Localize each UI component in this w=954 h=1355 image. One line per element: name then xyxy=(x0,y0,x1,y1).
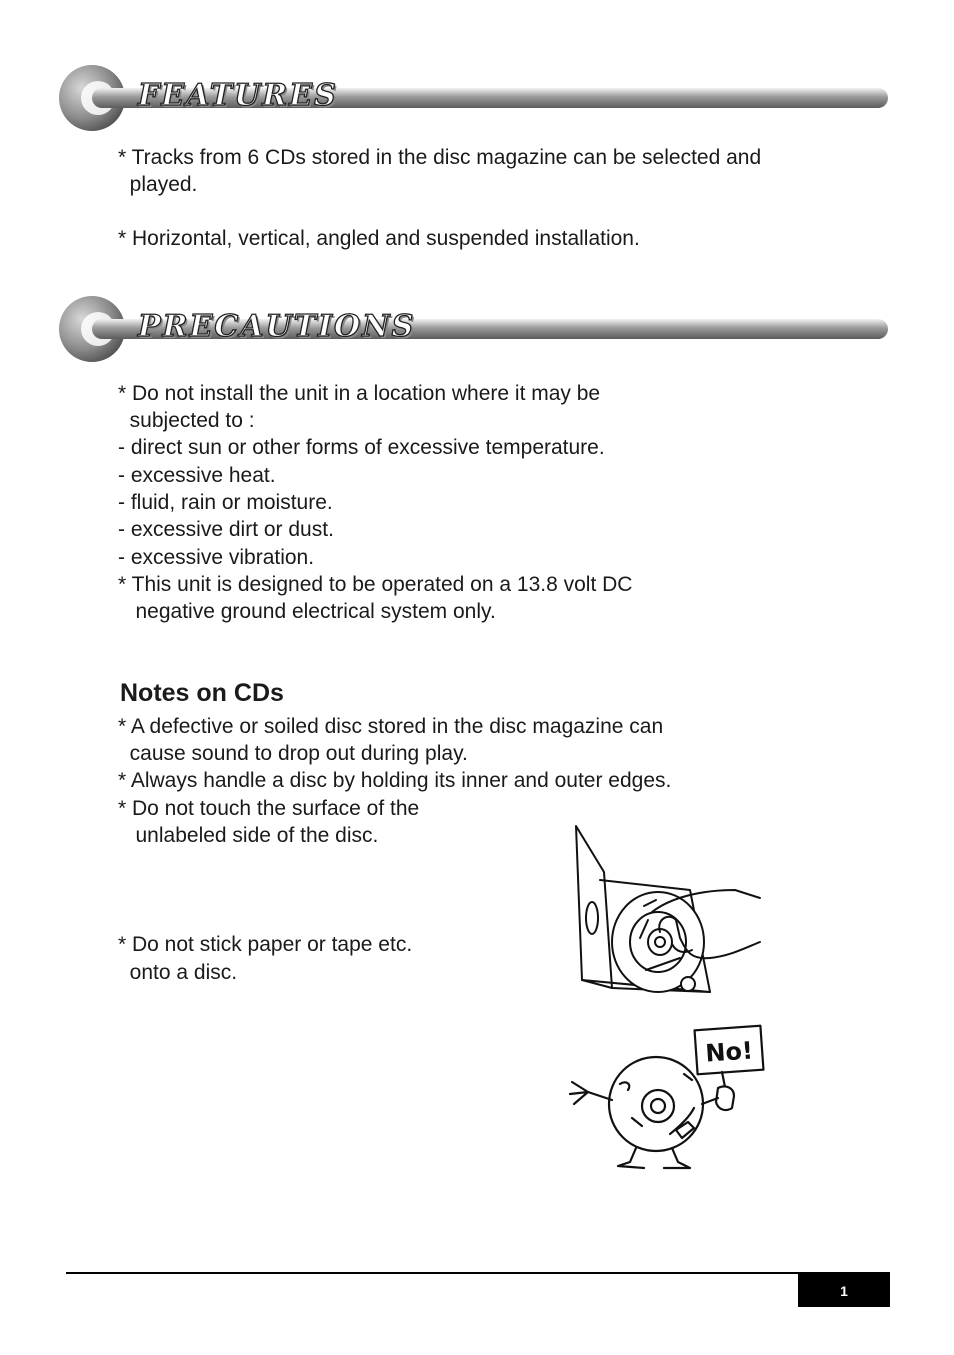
features-line-2: played. xyxy=(118,173,198,196)
page-number-box xyxy=(798,1274,890,1307)
precautions-line-7: - excessive vibration. xyxy=(118,546,315,569)
precautions-line-3: - direct sun or other forms of excessive temperature. xyxy=(118,436,605,459)
precautions-line-9: negative ground electrical system only. xyxy=(118,600,496,623)
features-heading: FEATURES xyxy=(138,78,338,113)
notes-line-4: * Do not touch the surface of the xyxy=(118,797,420,820)
precautions-line-4: - excessive heat. xyxy=(118,464,276,487)
features-line-1: * Tracks from 6 CDs stored in the disc magazine can be selected and xyxy=(118,146,762,169)
notes-line-7: onto a disc. xyxy=(118,961,238,984)
footer-rule xyxy=(66,1272,890,1274)
notes-line-2: cause sound to drop out during play. xyxy=(118,742,468,765)
features-header xyxy=(58,64,888,134)
notes-line-1: * A defective or soiled disc stored in the disc magazine can xyxy=(118,715,664,738)
precautions-header xyxy=(58,295,888,365)
notes-heading: Notes on CDs xyxy=(120,679,284,707)
notes-line-6: * Do not stick paper or tape etc. xyxy=(118,933,413,956)
precautions-line-2: subjected to : xyxy=(118,409,255,432)
precautions-heading: PRECAUTIONS xyxy=(138,309,416,344)
disc-handling-illustration xyxy=(560,820,770,1000)
precautions-line-6: - excessive dirt or dust. xyxy=(118,518,334,541)
page-number: 1 xyxy=(840,1282,848,1299)
notes-line-5: unlabeled side of the disc. xyxy=(118,824,379,847)
precautions-line-5: - fluid, rain or moisture. xyxy=(118,491,333,514)
precautions-line-1: * Do not install the unit in a location where it may be xyxy=(118,382,601,405)
precautions-line-8: * This unit is designed to be operated on a 13.8 volt DC xyxy=(118,573,633,596)
disc-character-no-illustration xyxy=(562,1022,776,1176)
notes-line-3: * Always handle a disc by holding its inner and outer edges. xyxy=(118,769,672,792)
features-line-3: * Horizontal, vertical, angled and suspended installation. xyxy=(118,227,640,250)
no-sign-text: No! xyxy=(704,1036,754,1068)
